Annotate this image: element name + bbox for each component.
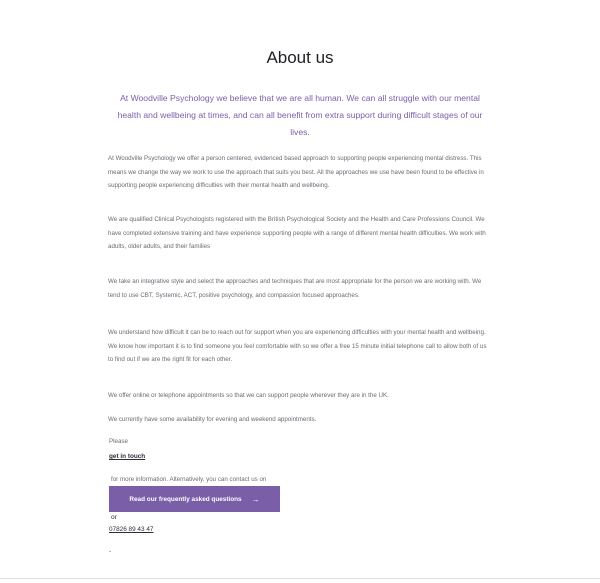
- paragraph-availability: We currently have some availability for evening and weekend appointments.: [108, 416, 317, 423]
- paragraph-approach: At Woodville Psychology we offer a person centered, evidenced based approach to supporting people experiencing mental distress. This means we change the way we work to use the approach that suits you best. All the approaches we use have been found to be effective in supporting people experiencing difficulties with their mental health and wellbeing.: [108, 155, 484, 189]
- page-title: About us: [266, 48, 334, 67]
- faq-button[interactable]: [109, 486, 280, 512]
- paragraph-online-appointments: We offer online or telephone appointments so that we can support people wherever they are in the UK.: [108, 392, 389, 399]
- intro-text: At Woodville Psychology we believe that we are all human. We can all struggle with our mental health and wellbeing at times, and can all benefit from extra support during difficult stages of our lives.: [117, 93, 483, 137]
- phone-link[interactable]: 07826 89 43 47: [109, 526, 154, 533]
- paragraph-techniques: We take an integrative style and select the approaches and techniques that are most appropriate for the person we are working with. We tend to use CBT, Systemic, ACT, positive psychology, and compassion focused approaches.: [108, 278, 482, 299]
- decorative-dot: [109, 551, 111, 552]
- faq-button-label: Read our frequently asked questions: [129, 495, 242, 503]
- get-in-touch-link[interactable]: get in touch: [109, 453, 146, 460]
- arrow-right-icon: →: [251, 494, 260, 504]
- please-text: Please: [109, 438, 128, 445]
- more-info-text: for more information. Alternatively, you can contact us on: [111, 476, 267, 483]
- paragraph-qualifications: We are qualified Clinical Psychologists registered with the British Psychological Society and the Health and Care Professions Council. We have completed extensive training and have experience supporting people with a range of different mental health difficulties. We work with adults, older adults, and their families: [108, 216, 486, 250]
- bottom-divider: [0, 578, 600, 579]
- paragraph-initial-call: We understand how difficult it can be to reach out for support when you are experiencing difficulties with your mental health and wellbeing. We know how important it is to find someone you feel comfortable with so we offer a free 15 minute initial telephone call to allow both of us to find out if we are the right fit for each other.: [108, 329, 487, 363]
- or-text: or: [111, 514, 117, 521]
